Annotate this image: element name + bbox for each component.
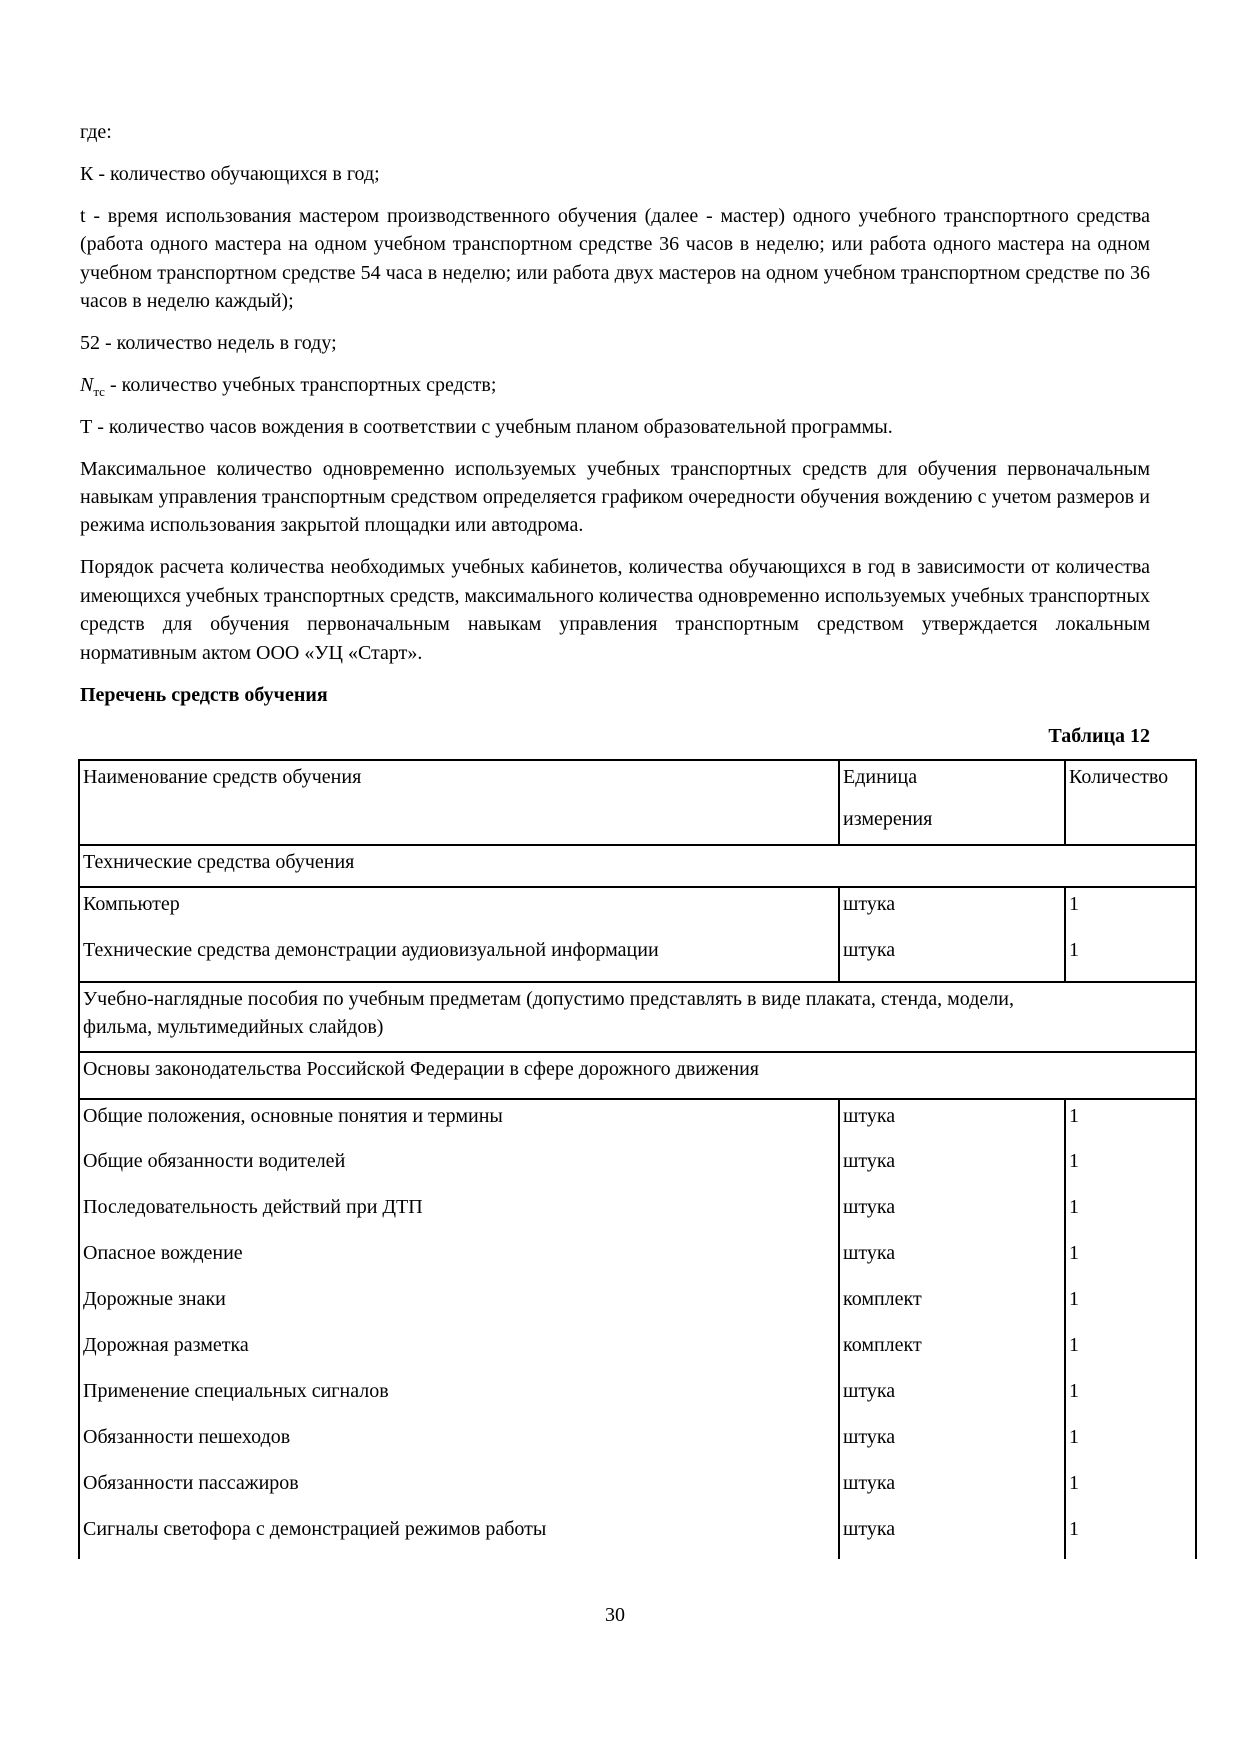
cell-qty: 1 (1065, 934, 1196, 982)
cell-qty: 1 (1065, 1191, 1196, 1237)
section-cell-tech: Технические средства обучения (79, 845, 1196, 887)
cell-unit: штука (839, 1421, 1065, 1467)
table-header-row (79, 760, 1196, 845)
header-cell-qty: Количество (1065, 760, 1196, 845)
header-unit-line2: измерения (843, 808, 933, 831)
section-heading: Перечень средств обучения (80, 683, 328, 706)
cell-name: Общие положения, основные понятия и термины (79, 1099, 839, 1145)
cell-name: Технические средства демонстрации аудиовизуальной информации (79, 934, 839, 982)
cell-unit: штука (839, 1467, 1065, 1513)
cell-unit: штука (839, 887, 1065, 934)
section-cell-osnovy: Основы законодательства Российской Федерации в сфере дорожного движения (79, 1052, 1196, 1099)
table-row (79, 1099, 1196, 1145)
cell-unit: комплект (839, 1283, 1065, 1329)
cell-unit: штука (839, 934, 1065, 982)
page-number: 30 (605, 1603, 625, 1626)
training-equipment-table (78, 759, 1197, 1559)
cell-unit: штука (839, 1513, 1065, 1559)
paragraph-t-hours: Т - количество часов вождения в соответствии с учебным планом образовательной программы. (80, 415, 893, 438)
n-rest: - количество учебных транспортных средств; (104, 373, 497, 396)
cell-unit: штука (839, 1099, 1065, 1145)
table-row (79, 1467, 1196, 1513)
n-symbol: N (80, 373, 94, 396)
paragraph-gde: где: (80, 121, 112, 143)
cell-qty: 1 (1065, 1145, 1196, 1191)
paragraph-poryadok: Порядок расчета количества необходимых учебных кабинетов, количества обучающихся в год в зависимости от количества имеющихся учебных транспортных средств, максимального количества одновременно используемых учебных транспортных средств для обучения первоначальным навыкам управления транспортным средством утверждается локальным нормативным актом ООО «УЦ «Старт». (80, 556, 1150, 664)
section-row-tech (79, 845, 1196, 887)
header-cell-unit (839, 760, 1065, 845)
cell-name: Применение специальных сигналов (79, 1375, 839, 1421)
cell-name: Дорожная разметка (79, 1329, 839, 1375)
cell-name: Общие обязанности водителей (79, 1145, 839, 1191)
cell-qty: 1 (1065, 1329, 1196, 1375)
cell-qty: 1 (1065, 1283, 1196, 1329)
paragraph-k: К - количество обучающихся в год; (80, 162, 380, 185)
cell-name: Опасное вождение (79, 1237, 839, 1283)
paragraph-weeks: 52 - количество недель в году; (80, 331, 337, 354)
cell-name: Обязанности пешеходов (79, 1421, 839, 1467)
cell-unit: штука (839, 1191, 1065, 1237)
cell-qty: 1 (1065, 1375, 1196, 1421)
table-row (79, 1329, 1196, 1375)
n-subscript: тс (93, 383, 105, 399)
table-caption: Таблица 12 (1048, 725, 1150, 748)
paragraph-max: Максимальное количество одновременно используемых учебных транспортных средств для обучения первоначальным навыкам управления транспортным средством определяется графиком очередности обучения вождению с учетом размеров и режима использования закрытой площадки или автодрома. (80, 457, 1150, 537)
section-cell-posobiya (79, 982, 1196, 1052)
table-row (79, 1283, 1196, 1329)
paragraph-nts (80, 371, 1150, 399)
section-row-osnovy (79, 1052, 1196, 1099)
table-row (79, 934, 1196, 982)
cell-name: Сигналы светофора с демонстрацией режимов работы (79, 1513, 839, 1559)
section-row-posobiya (79, 982, 1196, 1052)
cell-unit: штука (839, 1145, 1065, 1191)
table-row (79, 1191, 1196, 1237)
table-row (79, 1513, 1196, 1559)
cell-qty: 1 (1065, 1421, 1196, 1467)
cell-name: Обязанности пассажиров (79, 1467, 839, 1513)
table-row (79, 1421, 1196, 1467)
cell-qty: 1 (1065, 887, 1196, 934)
cell-unit: штука (839, 1237, 1065, 1283)
table-row (79, 1375, 1196, 1421)
cell-unit: штука (839, 1375, 1065, 1421)
cell-unit: комплект (839, 1329, 1065, 1375)
table-row (79, 1237, 1196, 1283)
table-row (79, 1145, 1196, 1191)
cell-name: Компьютер (79, 887, 839, 934)
cell-qty: 1 (1065, 1237, 1196, 1283)
table-row (79, 887, 1196, 934)
cell-qty: 1 (1065, 1513, 1196, 1559)
cell-name: Последовательность действий при ДТП (79, 1191, 839, 1237)
paragraph-t: t - время использования мастером производственного обучения (далее - мастер) одного учебного транспортного средства (работа одного мастера на одном учебном транспортном средстве 36 часов в неделю; или работа одного мастера на одном учебном транспортном средстве 54 часа в неделю; или работа двух мастеров на одном учебном транспортном средстве по 36 часов в неделю каждый); (80, 204, 1150, 313)
section-posobiya-text: Учебно-наглядные пособия по учебным предметам (допустимо представлять в виде плаката, стенда, модели, фильма, мультимедийных слайдов) (83, 987, 1014, 1039)
cell-qty: 1 (1065, 1099, 1196, 1145)
header-cell-name: Наименование средств обучения (79, 760, 839, 845)
cell-qty: 1 (1065, 1467, 1196, 1513)
header-unit-line1: Единица (843, 765, 918, 788)
cell-name: Дорожные знаки (79, 1283, 839, 1329)
